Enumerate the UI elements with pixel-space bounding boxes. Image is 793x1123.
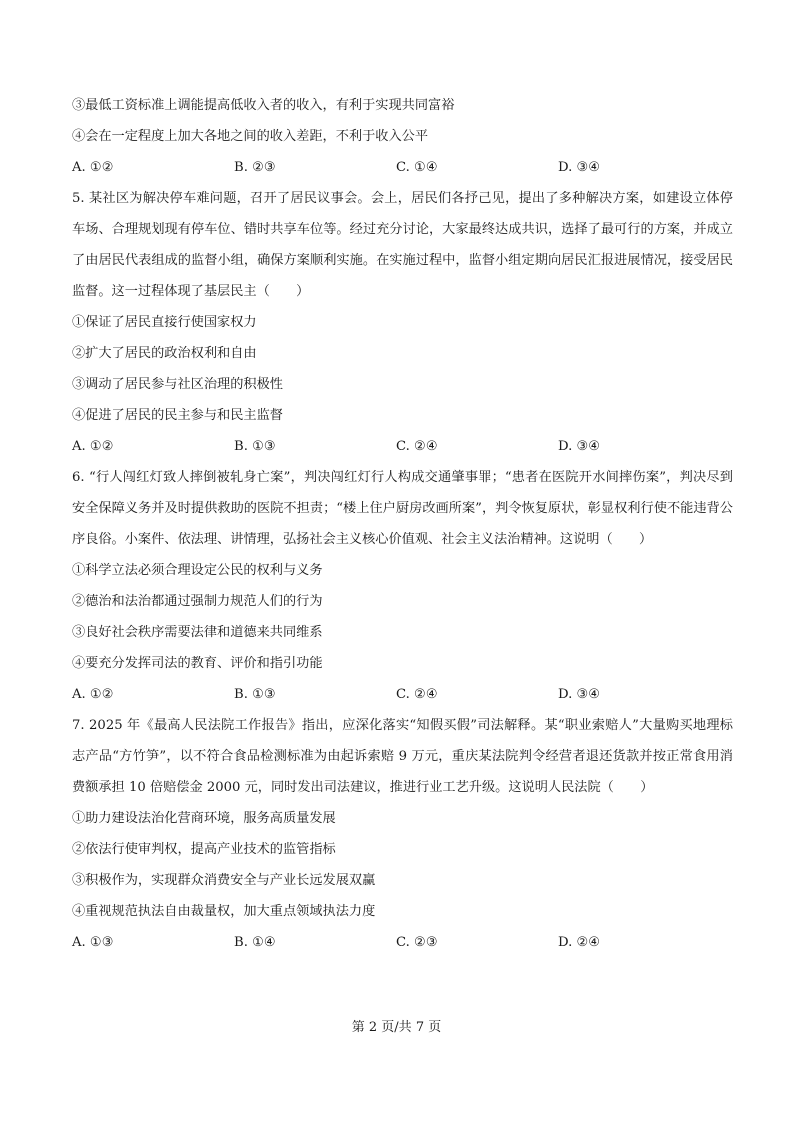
q7-choices xyxy=(72,927,733,958)
q7-option-2: ②依法行使审判权，提高产业技术的监管指标 xyxy=(72,842,336,857)
q6-option-4: ④要充分发挥司法的教育、评价和指引功能 xyxy=(72,656,323,671)
q7-choice-d: D. ②④ xyxy=(558,935,601,950)
q7-option-1: ①助力建设法治化营商环境，服务高质量发展 xyxy=(72,811,336,826)
q7-choice-c: C. ②③ xyxy=(396,935,438,950)
q5-option-2: ②扩大了居民的政治权利和自由 xyxy=(72,346,257,361)
q7-option-3: ③积极作为，实现群众消费安全与产业长远发展双赢 xyxy=(72,873,376,888)
q6-option-3: ③良好社会秩序需要法律和道德来共同维系 xyxy=(72,625,323,640)
q5-option-1: ①保证了居民直接行使国家权力 xyxy=(72,315,257,330)
q7-stem: 7. 2025 年《最高人民法院工作报告》指出，应深化落实“知假买假”司法解释。某“职业索赔人”大量购买地理标志产品“方竹笋”，以不符合食品检测标准为由起诉索赔 9 万元，重庆某法院判令经营者退还货款并按正常食用消费额承担 10 倍赔偿金 2000 元，同时发出司法建议，推进行业工艺升级。这说明人民法院（ ） xyxy=(72,718,733,795)
q6-choice-d: D. ③④ xyxy=(558,687,601,702)
q5-choice-b: B. ①③ xyxy=(234,439,276,454)
q5-choice-a: A. ①② xyxy=(72,439,114,454)
q4-option-3: ③最低工资标准上调能提高低收入者的收入，有利于实现共同富裕 xyxy=(72,98,455,113)
q5-choice-d: D. ③④ xyxy=(558,439,601,454)
q4-choice-d: D. ③④ xyxy=(558,160,601,175)
page-number: 第 2 页/共 7 页 xyxy=(351,1020,442,1035)
q7-option-4: ④重视规范执法自由裁量权，加大重点领域执法力度 xyxy=(72,904,376,919)
q6-option-1: ①科学立法必须合理设定公民的权利与义务 xyxy=(72,563,323,578)
q5-option-4: ④促进了居民的民主参与和民主监督 xyxy=(72,408,283,423)
q6-choice-b: B. ①③ xyxy=(234,687,276,702)
q6-stem: 6. “行人闯红灯致人摔倒被轧身亡案”，判决闯红灯行人构成交通肇事罪；“患者在医院开水间摔伤案”，判决尽到安全保障义务并及时提供救助的医院不担责；“楼上住户厨房改画所案”，判令恢复原状，彰显权利行使不能违背公序良俗。小案件、依法理、讲情理，弘扬社会主义核心价值观、社会主义法治精神。这说明（ ） xyxy=(72,470,733,547)
q5-stem: 5. 某社区为解决停车难问题，召开了居民议事会。会上，居民们各抒己见，提出了多种解决方案，如建设立体停车场、合理规划现有停车位、错时共享车位等。经过充分讨论，大家最终达成共识，选择了最可行的方案，并成立了由居民代表组成的监督小组，确保方案顺利实施。在实施过程中，监督小组定期向居民汇报进展情况，接受居民监督。这一过程体现了基层民主（ ） xyxy=(72,191,733,299)
q4-choice-c: C. ①④ xyxy=(396,160,438,175)
q6-choice-a: A. ①② xyxy=(72,687,114,702)
q5-choice-c: C. ②④ xyxy=(396,439,438,454)
q4-choice-a: A. ①② xyxy=(72,160,114,175)
q5-choices xyxy=(72,431,733,462)
q4-choices xyxy=(72,152,733,183)
q6-choices xyxy=(72,679,733,710)
q7-choice-a: A. ①③ xyxy=(72,935,114,950)
q5-option-3: ③调动了居民参与社区治理的积极性 xyxy=(72,377,283,392)
q6-choice-c: C. ②④ xyxy=(396,687,438,702)
q6-option-2: ②德治和法治都通过强制力规范人们的行为 xyxy=(72,594,323,609)
q4-option-4: ④会在一定程度上加大各地之间的收入差距，不利于收入公平 xyxy=(72,129,429,144)
q4-choice-b: B. ②③ xyxy=(234,160,276,175)
q7-choice-b: B. ①④ xyxy=(234,935,276,950)
